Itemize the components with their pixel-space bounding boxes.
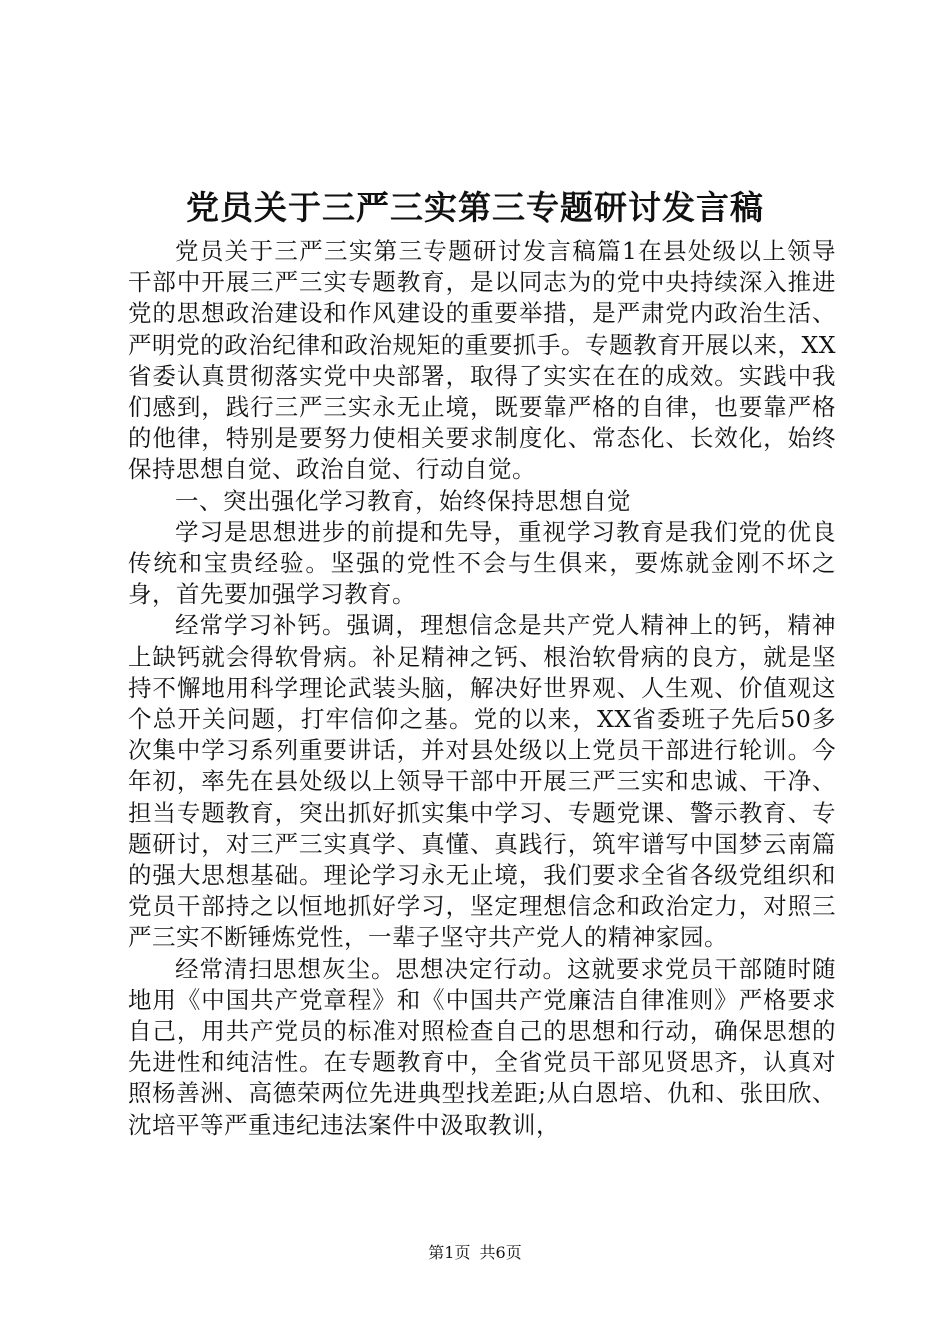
page-footer bbox=[0, 1243, 950, 1263]
page-number-total: 共6页 bbox=[479, 1243, 522, 1262]
section-heading-1: 一、突出强化学习教育，始终保持思想自觉 bbox=[175, 486, 631, 515]
document-body bbox=[128, 236, 836, 1141]
paragraph-dust: 经常清扫思想灰尘。思想决定行动。这就要求党员干部随时随地用《中国共产党章程》和《中国共产党廉洁自律准则》严格要求自己，用共产党员的标准对照检查自己的思想和行动，确保思想的先进性和纯洁性。在专题教育中，全省党员干部见贤思齐，认真对照杨善洲、高德荣两位先进典型找差距;从白恩培、仇和、张田欣、沈培平等严重违纪违法案件中汲取教训， bbox=[128, 954, 836, 1139]
paragraph-learning: 学习是思想进步的前提和先导，重视学习教育是我们党的优良传统和宝贵经验。坚强的党性不会与生俱来，要炼就金刚不坏之身，首先要加强学习教育。 bbox=[128, 517, 836, 609]
document-title: 党员关于三严三实第三专题研讨发言稿 bbox=[186, 188, 764, 227]
page-number-current: 第1页 bbox=[428, 1243, 471, 1262]
paragraph-intro: 党员关于三严三实第三专题研讨发言稿篇1在县处级以上领导干部中开展三严三实专题教育，是以同志为的党中央持续深入推进党的思想政治建设和作风建设的重要举措，是严肃党内政治生活、严明党的政治纪律和政治规矩的重要抓手。专题教育开展以来，XX省委认真贯彻落实党中央部署，取得了实实在在的成效。实践中我们感到，践行三严三实永无止境，既要靠严格的自律，也要靠严格的他律，特别是要努力使相关要求制度化、常态化、长效化，始终保持思想自觉、政治自觉、行动自觉。 bbox=[128, 237, 836, 484]
paragraph-calcium: 经常学习补钙。强调，理想信念是共产党人精神上的钙，精神上缺钙就会得软骨病。补足精神之钙、根治软骨病的良方，就是坚持不懈地用科学理论武装头脑，解决好世界观、人生观、价值观这个总开关问题，打牢信仰之基。党的以来，XX省委班子先后50多次集中学习系列重要讲话，并对县处级以上党员干部进行轮训。今年初，率先在县处级以上领导干部中开展三严三实和忠诚、干净、担当专题教育，突出抓好抓实集中学习、专题党课、警示教育、专题研讨，对三严三实真学、真懂、真践行，筑牢谱写中国梦云南篇的强大思想基础。理论学习永无止境，我们要求全省各级党组织和党员干部持之以恒地抓好学习，坚定理想信念和政治定力，对照三严三实不断锤炼党性，一辈子坚守共产党人的精神家园。 bbox=[128, 611, 836, 952]
